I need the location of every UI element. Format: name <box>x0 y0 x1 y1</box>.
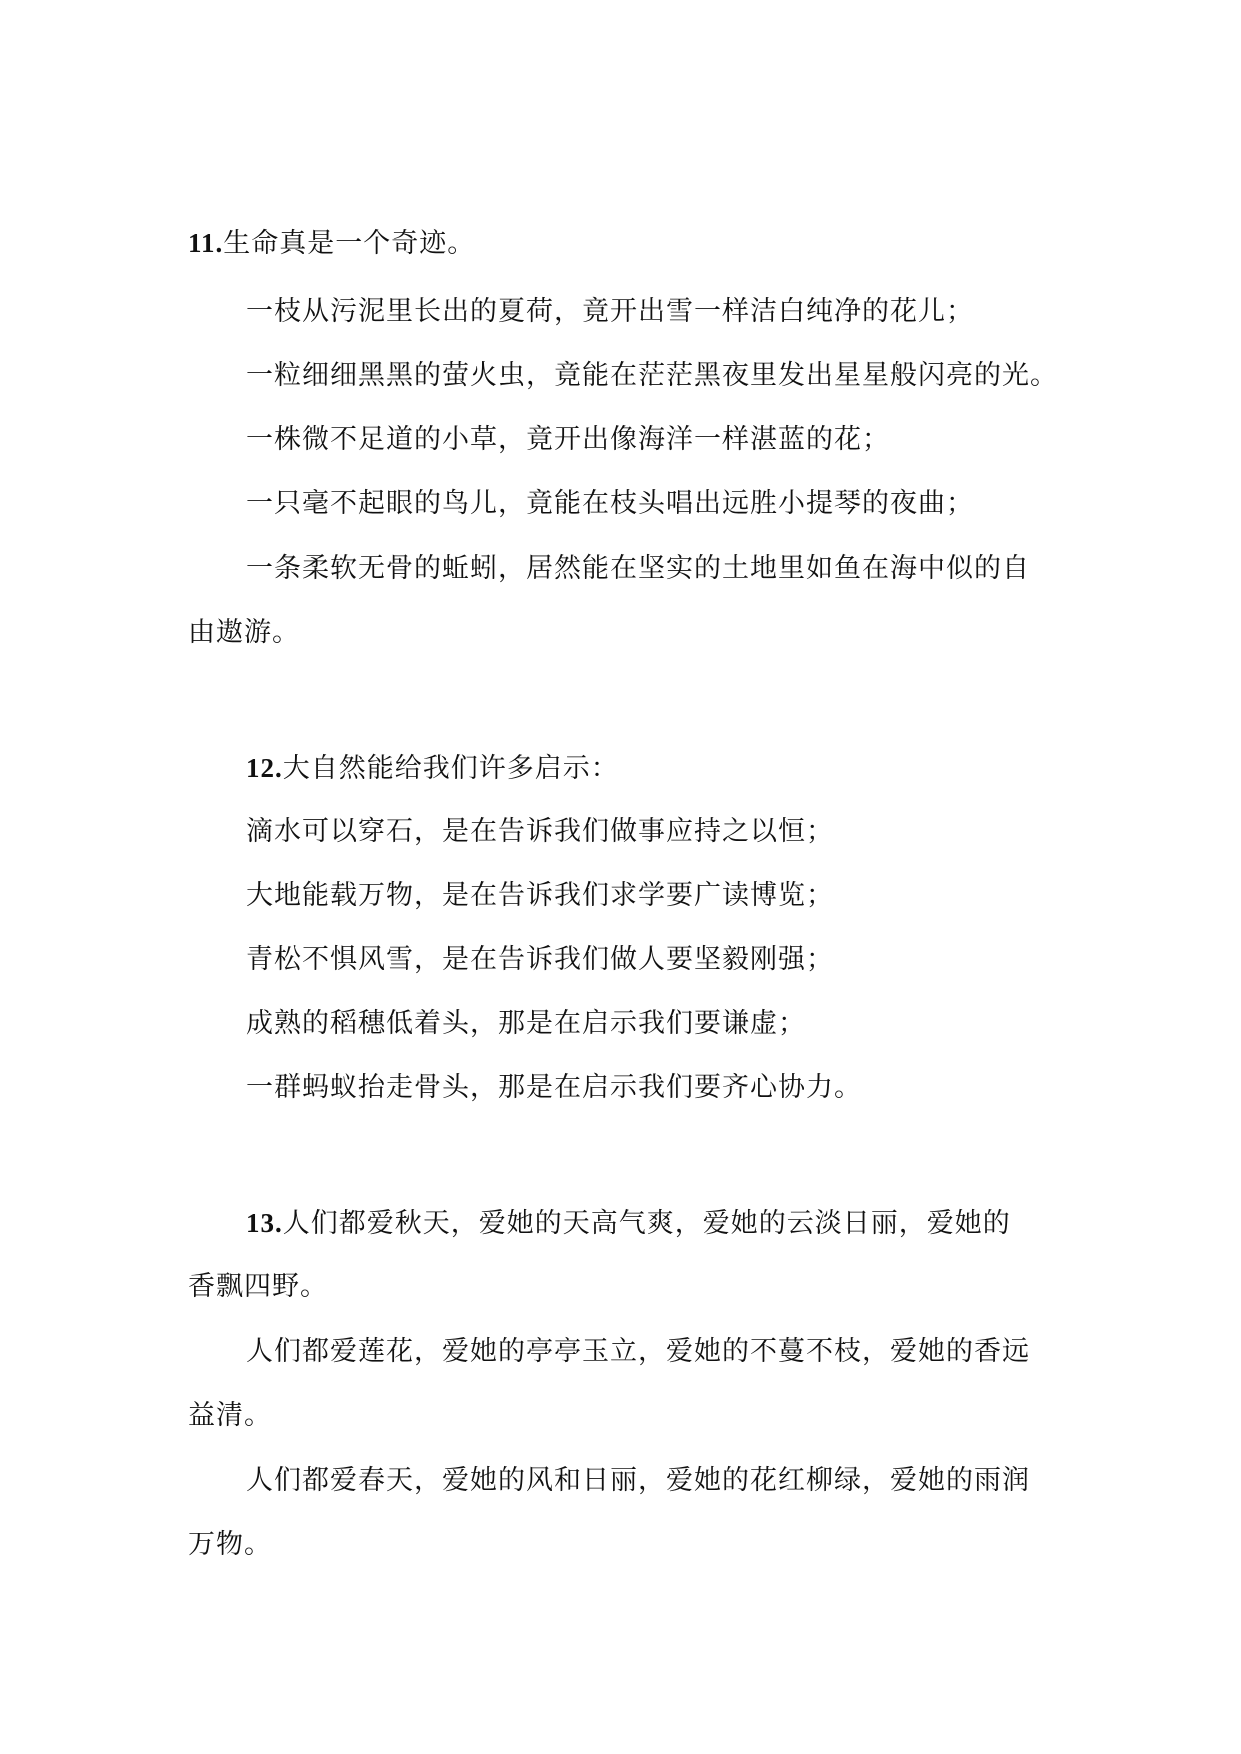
paragraph-line: 人们都爱莲花，爱她的亭亭玉立，爱她的不蔓不枝，爱她的香远 <box>246 1336 1030 1367</box>
paragraph-line: 由遨游。 <box>188 617 300 648</box>
section-heading <box>246 1206 1011 1241</box>
section-heading <box>246 751 619 786</box>
section-heading <box>188 226 475 261</box>
paragraph-line: 一株微不足道的小草，竟开出像海洋一样湛蓝的花； <box>246 424 890 455</box>
section-number: 11. <box>188 228 224 258</box>
paragraph-line: 益清。 <box>188 1400 272 1431</box>
paragraph-line: 大地能载万物，是在告诉我们求学要广读博览； <box>246 880 834 911</box>
paragraph-line: 成熟的稻穗低着头，那是在启示我们要谦虚； <box>246 1008 806 1039</box>
section-number: 12. <box>246 753 283 783</box>
paragraph-line: 滴水可以穿石，是在告诉我们做事应持之以恒； <box>246 816 834 847</box>
paragraph-line: 香飘四野。 <box>188 1271 328 1302</box>
paragraph-line: 一只毫不起眼的鸟儿，竟能在枝头唱出远胜小提琴的夜曲； <box>246 488 974 519</box>
section-number: 13. <box>246 1208 283 1238</box>
paragraph-line: 万物。 <box>188 1529 272 1560</box>
paragraph-line: 一枝从污泥里长出的夏荷，竟开出雪一样洁白纯净的花儿； <box>246 296 974 327</box>
paragraph-line: 一条柔软无骨的蚯蚓，居然能在坚实的土地里如鱼在海中似的自 <box>246 553 1030 584</box>
paragraph-line: 一粒细细黑黑的萤火虫，竟能在茫茫黑夜里发出星星般闪亮的光。 <box>246 360 1058 391</box>
section-heading-text: 生命真是一个奇迹。 <box>223 228 476 259</box>
paragraph-line: 人们都爱春天，爱她的风和日丽，爱她的花红柳绿，爱她的雨润 <box>246 1465 1030 1496</box>
paragraph-line: 青松不惧风雪，是在告诉我们做人要坚毅刚强； <box>246 944 834 975</box>
section-heading-text: 人们都爱秋天，爱她的天高气爽，爱她的云淡日丽，爱她的 <box>282 1208 1011 1239</box>
paragraph-line: 一群蚂蚁抬走骨头，那是在启示我们要齐心协力。 <box>246 1072 862 1103</box>
section-heading-text: 大自然能给我们许多启示： <box>282 753 619 784</box>
